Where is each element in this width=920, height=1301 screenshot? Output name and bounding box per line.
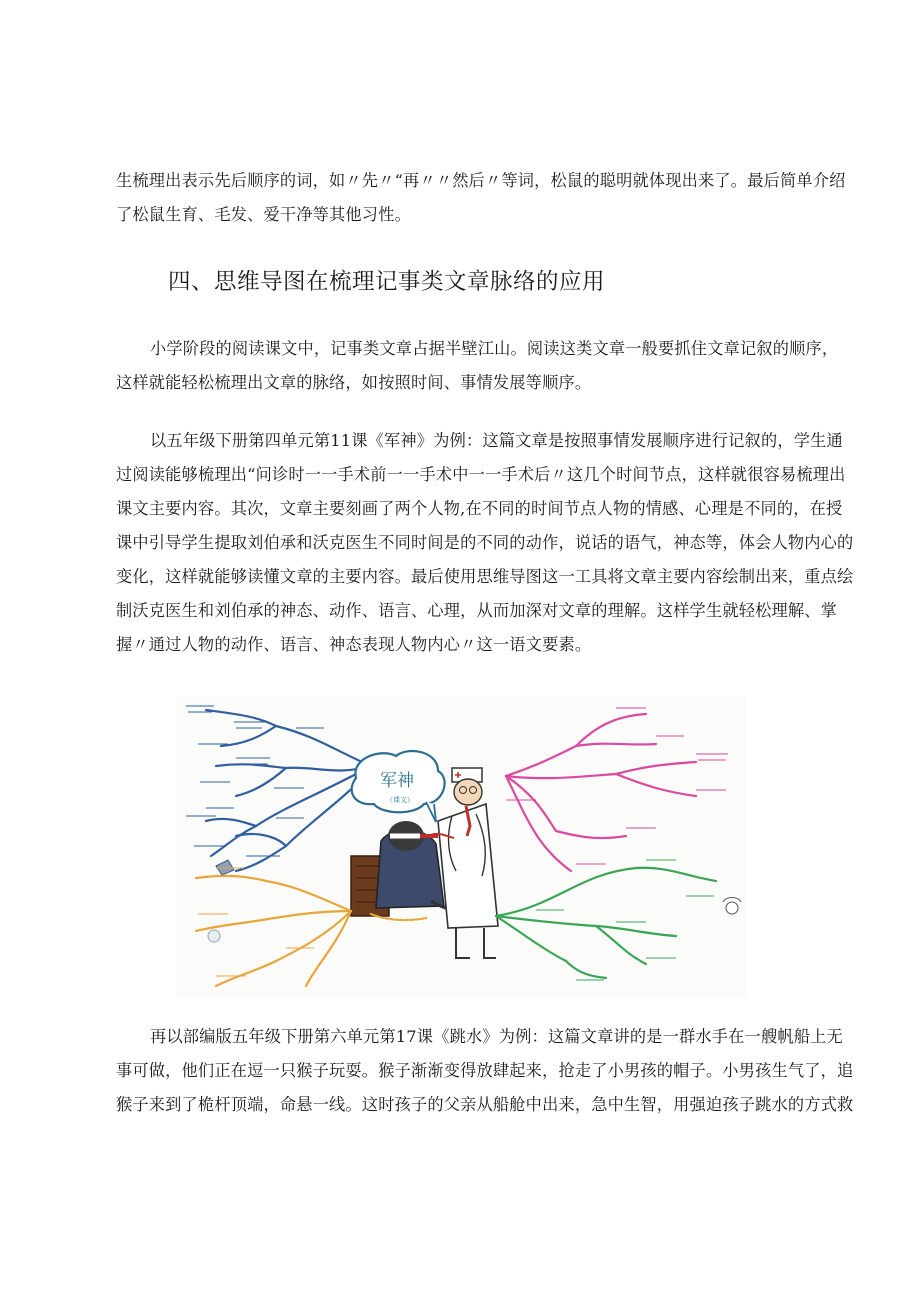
paragraph-1 [116, 164, 846, 232]
text-line: 生梳理出表示先后顺序的词，如〃先〃“再〃〃然后〃等词，松鼠的聪明就体现出来了。最后简单介绍 [116, 171, 846, 190]
paragraph-2 [116, 332, 839, 400]
mindmap-center-subtitle: （课文） [386, 796, 414, 804]
orange-doodle-icon [208, 930, 220, 942]
text-line: 这样就能轻松梳理出文章的脉络，如按照时间、事情发展等顺序。 [116, 373, 592, 392]
text-line: 再以部编版五年级下册第六单元第17课《跳水》为例：这篇文章讲的是一群水手在一艘帆船上无 [150, 1027, 843, 1046]
text-line: 课文主要内容。其次，文章主要刻画了两个人物,在不同的时间节点人物的情感、心理是不同的，在授 [116, 499, 843, 518]
text-line: 过阅读能够梳理出“问诊时一一手术前一一手术中一一手术后〃这几个时间节点，这样就很容易梳理出 [116, 465, 846, 484]
text-line: 小学阶段的阅读课文中，记事类文章占据半壁江山。阅读这类文章一般要抓住文章记叙的顺序， [150, 339, 839, 358]
text-line: 课中引导学生提取刘伯承和沃克医生不同时间是的不同的动作，说话的语气，神态等，体会人物内心的 [116, 533, 854, 552]
text-line: 事可做，他们正在逗一只猴子玩耍。猴子渐渐变得放肆起来，抢走了小男孩的帽子。小男孩生气了，追 [116, 1061, 854, 1080]
text-line: 猴子来到了桅杆顶端，命悬一线。这时孩子的父亲从船舱中出来，急中生智，用强迫孩子跳水的方式救 [116, 1095, 854, 1114]
text-line: 制沃克医生和刘伯承的神态、动作、语言、心理，从而加深对文章的理解。这样学生就轻松理解、掌 [116, 601, 838, 620]
text-line: 以五年级下册第四单元第11课《军神》为例：这篇文章是按照事情发展顺序进行记叙的，学生通 [150, 431, 843, 450]
mindmap-center-title: 军神 [380, 771, 414, 791]
paragraph-3 [116, 424, 854, 662]
text-line: 了松鼠生育、毛发、爱干净等其他习性。 [116, 205, 411, 224]
section-heading: 四、思维导图在梳理记事类文章脉络的应用 [168, 269, 606, 295]
mindmap-illustration [176, 696, 746, 998]
text-line: 变化，这样就能够读懂文章的主要内容。最后使用思维导图这一工具将文章主要内容绘制出来，重点绘 [116, 567, 854, 586]
paragraph-4 [116, 1020, 854, 1122]
text-line: 握〃通过人物的动作、语言、神态表现人物内心〃这一语文要素。 [116, 635, 592, 654]
